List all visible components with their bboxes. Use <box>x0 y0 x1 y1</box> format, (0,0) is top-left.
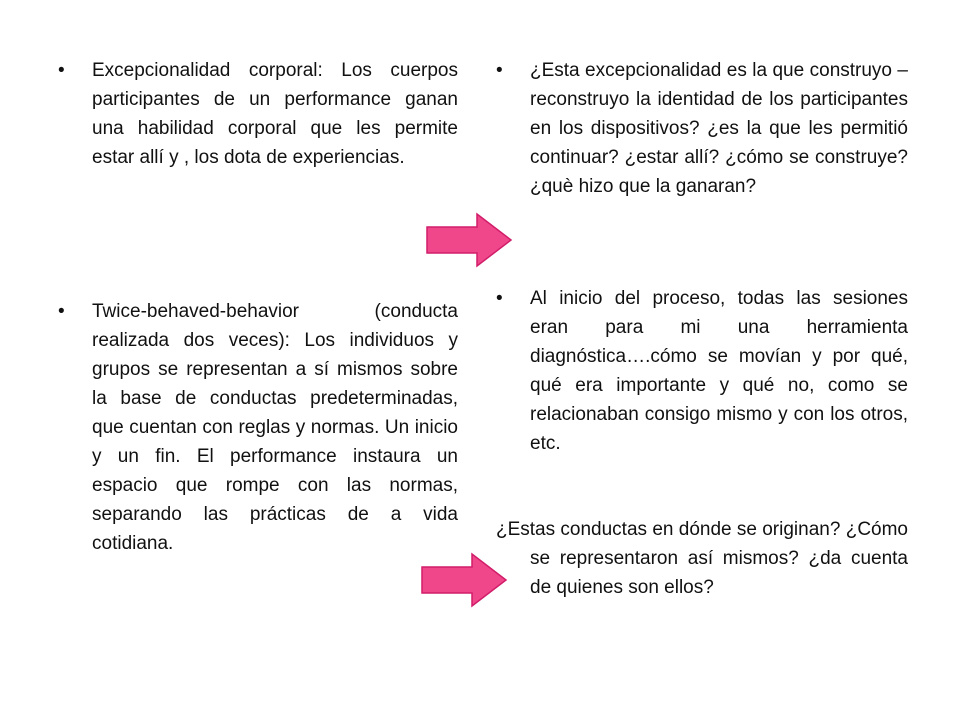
right-arrow-icon <box>420 552 510 608</box>
bullet-text: ¿Esta excepcionalidad es la que construyo – reconstruyo la identidad de los participantes en los dispositivos? ¿es la que les permitió continuar? ¿estar allí? ¿cómo se construye? ¿què hizo que la ganaran? <box>530 60 908 197</box>
bullet-icon: • <box>58 301 65 322</box>
bullet-text: Excepcionalidad corporal: Los cuerpos participantes de un performance ganan una habilidad corporal que les permite estar allí y , los dota de experiencias. <box>92 60 458 168</box>
right-arrow-svg <box>425 212 515 268</box>
bullet-icon: • <box>496 60 503 81</box>
bullet-text: Twice-behaved-behavior (conducta realizada dos veces): Los individuos y grupos se representan a sí mismos sobre la base de conductas predeterminadas, que cuentan con reglas y normas. Un inicio y un fin. El performance instaura un espacio que rompe con las normas, separando las prácticas de a vida cotidiana. <box>92 301 458 554</box>
bullet-item-pregunta-excepcionalidad <box>496 56 908 201</box>
right-arrow-svg <box>420 552 510 608</box>
bullet-item-inicio-proceso <box>496 284 908 458</box>
right-arrow-icon <box>425 212 515 268</box>
bullet-icon: • <box>496 288 503 309</box>
bullet-text: Al inicio del proceso, todas las sesiones eran para mi una herramienta diagnóstica….cómo se movían y por qué, qué era importante y qué no, como se relacionaban consigo mismo y con los otros, etc. <box>530 288 908 454</box>
bullet-icon: • <box>58 60 65 81</box>
question-paragraph <box>496 515 908 602</box>
bullet-item-twice-behaved <box>58 297 458 558</box>
question-text: ¿Estas conductas en dónde se originan? ¿Cómo se representaron así mismos? ¿da cuenta de quienes son ellos? <box>496 519 908 598</box>
bullet-item-excepcionalidad <box>58 56 458 172</box>
